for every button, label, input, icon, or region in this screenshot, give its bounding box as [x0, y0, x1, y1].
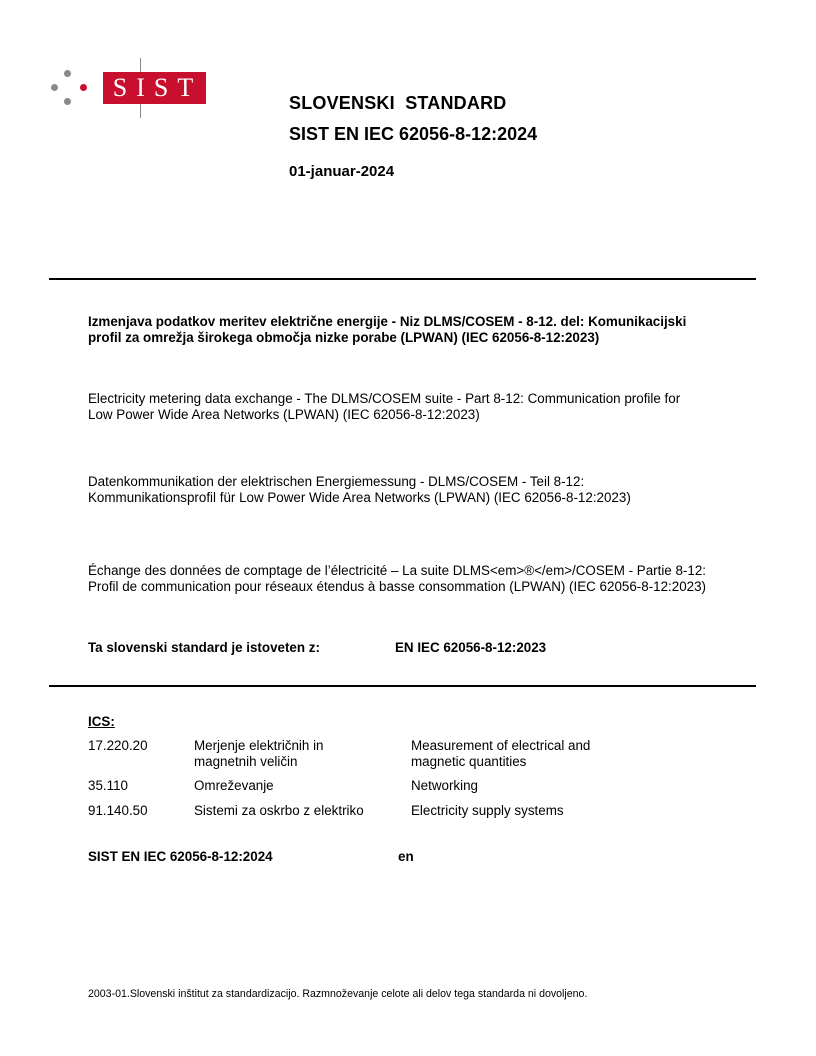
logo-dot-icon — [80, 84, 87, 91]
ics-heading: ICS: — [88, 714, 115, 729]
standard-type: SLOVENSKI STANDARD — [289, 93, 507, 113]
title-english: Electricity metering data exchange - The DLMS/COSEM suite - Part 8-12: Communication profile for Low Power Wide Area Networks (LPWAN) (IEC 62056-8-12:2023) — [88, 391, 681, 422]
title-german: Datenkommunikation der elektrischen Energiemessung - DLMS/COSEM - Teil 8-12: Kommunikationsprofil für Low Power Wide Area Networks (LPWAN) (IEC 62056-8-12:2023) — [88, 474, 631, 505]
ics-code: 35.110 — [88, 778, 128, 793]
ics-description-en: Measurement of electrical and magnetic quantities — [411, 738, 591, 769]
title-french: Échange des données de comptage de l’électricité – La suite DLMS<em>®</em>/COSEM - Partie 8-12: Profil de communication pour réseaux étendus à basse consommation (LPWAN) (IEC 62056-8-12:2023) — [88, 563, 707, 594]
ics-description-sl: Merjenje električnih in magnetnih veličin — [194, 738, 324, 769]
ics-description-sl: Omreževanje — [194, 778, 274, 793]
ics-code: 17.220.20 — [88, 738, 148, 753]
logo-dot-icon — [64, 98, 71, 105]
ics-description-en: Electricity supply systems — [411, 803, 564, 818]
ics-description-en: Networking — [411, 778, 478, 793]
ics-description-sl: Sistemi za oskrbo z elektriko — [194, 803, 364, 818]
document-id: SIST EN IEC 62056-8-12:2024 — [88, 849, 273, 864]
publication-date: 01-januar-2024 — [289, 163, 395, 180]
logo-wordmark: SIST — [103, 72, 206, 104]
equivalence-value: EN IEC 62056-8-12:2023 — [395, 640, 547, 655]
divider — [49, 278, 756, 280]
ics-code: 91.140.50 — [88, 803, 148, 818]
divider — [49, 685, 756, 687]
standard-number: SIST EN IEC 62056-8-12:2024 — [289, 124, 538, 144]
logo-dot-icon — [51, 84, 58, 91]
document-language: en — [398, 849, 414, 864]
title-slovenian: Izmenjava podatkov meritev električne energije - Niz DLMS/COSEM - 8-12. del: Komunikacijski profil za omrežja širokega območja nizke porabe (LPWAN) (IEC 62056-8-12:2023) — [88, 314, 687, 345]
logo-dot-icon — [64, 70, 71, 77]
equivalence-label: Ta slovenski standard je istoveten z: — [88, 640, 320, 655]
copyright-footer: 2003-01.Slovenski inštitut za standardizacijo. Razmnoževanje celote ali delov tega standarda ni dovoljeno. — [88, 988, 588, 1000]
